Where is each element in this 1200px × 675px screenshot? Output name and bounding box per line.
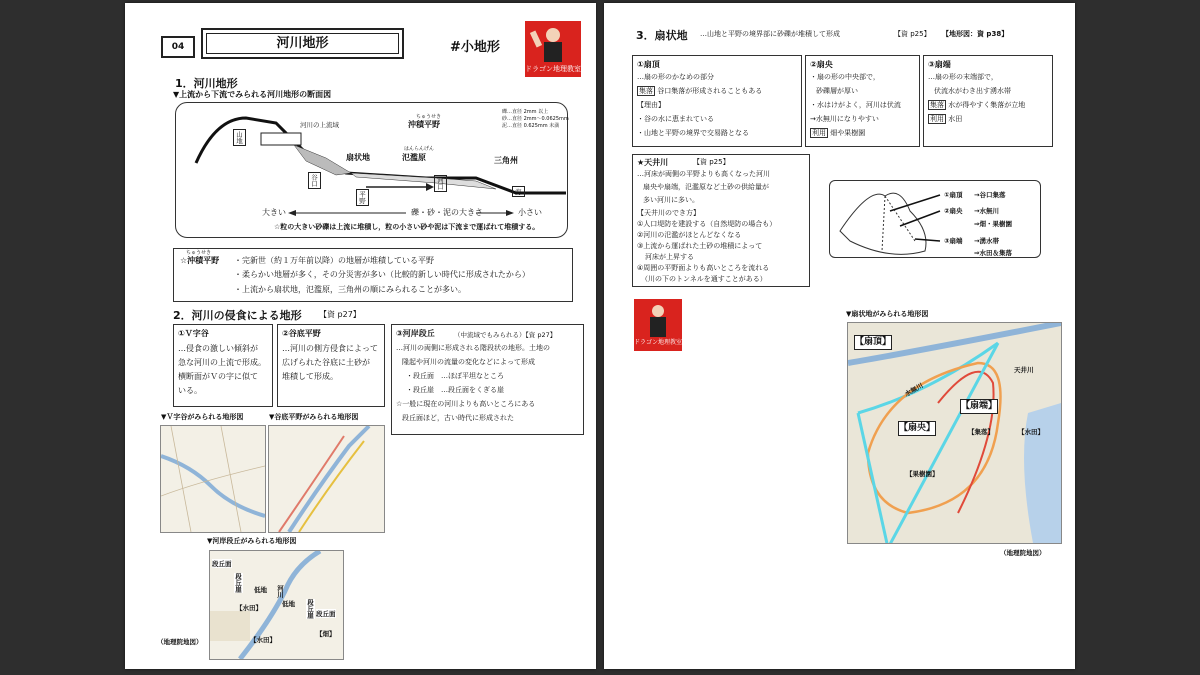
- edge-line2: 伏流水がわき出す湧水帯: [934, 87, 1011, 95]
- ceiling-line8: 河床が上昇する: [645, 253, 694, 261]
- valley-plain-line1: …河川の側方侵食によって: [282, 344, 378, 353]
- badge-text: ドラゴン地理教室: [525, 65, 581, 73]
- label-fan: 扇状地: [346, 153, 370, 162]
- alluvial-plain-box: [173, 248, 573, 302]
- center-line4: →水無川になりやすい: [810, 115, 879, 123]
- label-sizes: 礫・砂・泥の大きさ: [411, 208, 483, 217]
- label-floodplain: 氾濫原: [402, 153, 426, 162]
- terrace-box: [391, 324, 584, 435]
- terrace-line1: …河川の両側に形成される階段状の地形。土地の: [396, 344, 550, 352]
- section2-title: 2．河川の侵食による地形: [173, 309, 302, 322]
- fan-map-caption: ▼扇状地がみられる地形図: [846, 310, 929, 318]
- v-valley-box: [173, 324, 273, 407]
- terrace-line2: 隆起や河川の流量の変化などによって形成: [402, 358, 535, 366]
- v-valley-line2: 急な河川の上流で形成。: [178, 358, 266, 367]
- terrace-label-field: 【畑】: [316, 630, 336, 638]
- badge-text-right: ドラゴン地理教室: [634, 339, 683, 346]
- dragon-badge: [525, 21, 581, 77]
- label-delta: 三角州: [494, 156, 518, 165]
- map1-caption: ▼Ｖ字谷がみられる地形図: [161, 413, 244, 421]
- fan-map: [847, 322, 1062, 544]
- terrace-label-river: 河川: [276, 585, 284, 598]
- page-title: 河川地形: [206, 33, 399, 54]
- grain-legend: [502, 109, 569, 130]
- apex-line3: 【理由】: [637, 101, 665, 109]
- ceiling-line7: ③上流から運ばれた土砂の堆積によって: [637, 242, 763, 250]
- river-profile-diagram: [175, 102, 568, 238]
- fan-center-box: [805, 55, 920, 147]
- alluvial-line1: ・完新世（約１万年前以降）の地層が堆積している平野: [234, 256, 434, 265]
- edge-line3: 水が得やすく集落が立地: [948, 101, 1026, 109]
- right-page: [604, 3, 1075, 669]
- ruby-alluvial: ちゅうせき: [186, 250, 212, 256]
- title-frame: [201, 28, 404, 59]
- terrace-line6: 段丘面ほど，古い時代に形成された: [402, 414, 514, 422]
- v-valley-title: ①Ｖ字谷: [178, 329, 209, 338]
- section2-ref: 【資 p27】: [319, 310, 361, 319]
- section3-title: 3．扇状地: [636, 29, 688, 42]
- left-page: [125, 3, 596, 669]
- ceiling-line2: 扇央や扇端，氾濫原など土砂の供給量が: [643, 183, 769, 191]
- fan-edge-box: [923, 55, 1053, 147]
- fan-label-edge-note: →湧水帯: [974, 237, 999, 245]
- label-valley-mouth: 谷口: [308, 172, 321, 189]
- valley-plain-line2: 広げられた谷底に土砂が: [282, 358, 370, 367]
- ceiling-river-box: [632, 154, 810, 287]
- fan-diagram: [829, 180, 1041, 258]
- map2-caption: ▼谷底平野がみられる地形図: [269, 413, 359, 421]
- map-label-paddy: 【水田】: [1018, 428, 1044, 436]
- center-line2: 砂礫層が厚い: [816, 87, 858, 95]
- apex-line1: …扇の形のかなめの部分: [637, 73, 714, 81]
- fan-label-apex: ①扇頂: [944, 191, 963, 199]
- valley-plain-line3: 堆積して形成。: [282, 372, 338, 381]
- map-label-center: 【扇央】: [898, 421, 936, 436]
- v-valley-line3: 横断面がＶの字に似て: [178, 372, 258, 381]
- v-valley-map: [160, 425, 266, 533]
- ceiling-line4: 【天井川のでき方】: [637, 209, 700, 217]
- section1-caption: ▼上流から下流でみられる河川地形の断面図: [173, 90, 332, 99]
- map-label-apex: 【扇頂】: [854, 335, 892, 350]
- ceiling-line6: ②河川の氾濫がほとんどなくなる: [637, 231, 742, 239]
- valley-plain-title: ②谷底平野: [282, 329, 321, 338]
- center-tag-use: 利用: [812, 129, 826, 137]
- map-label-dry-river: 水無川: [903, 381, 925, 399]
- v-valley-line4: いる。: [178, 386, 202, 395]
- fan-label-edge: ③扇端: [944, 237, 963, 245]
- ruby-hanrangen: はんらんげん: [404, 146, 435, 152]
- legend-gravel: 礫…直径 2mm 以上: [502, 109, 549, 115]
- label-small: 小さい: [518, 208, 542, 217]
- map-label-ceiling-river: 天井川: [1014, 366, 1034, 374]
- label-alluvial: 沖積平野: [408, 120, 440, 129]
- section3-desc: …山地と平野の境界部に砂礫が堆積して形成: [700, 30, 840, 38]
- fan-label-center-use: ⇒畑・果樹園: [974, 220, 1012, 228]
- ceiling-line5: ①人口堤防を建設する（自然堤防の場合も）: [637, 220, 777, 228]
- v-valley-line1: …侵食の激しい傾斜が: [178, 344, 258, 353]
- left-source: （地理院地図）: [157, 638, 203, 646]
- edge-line1: …扇の形の末端部で，: [928, 73, 998, 81]
- alluvial-line3: ・上流から扇状地，氾濫原，三角州の順にみられることが多い。: [234, 285, 466, 294]
- label-upstream: 河川の上流域: [300, 121, 339, 129]
- label-big: 大きい: [262, 208, 286, 217]
- fan-label-apex-note: →谷口集落: [974, 191, 1006, 199]
- ceiling-line10: （川の下のトンネルを通すことがある）: [641, 275, 767, 283]
- legend-mud: 泥…直径 0.625mm 未満: [502, 123, 560, 129]
- terrace-line3: ・段丘面 …ほぼ平坦なところ: [406, 372, 504, 380]
- valley-plain-map: [268, 425, 385, 533]
- apex-title: ①扇頂: [637, 60, 660, 69]
- dragon-badge-right: [634, 299, 682, 351]
- terrace-label-lowland2: 低地: [282, 600, 295, 608]
- alluvial-line2: ・柔らかい地層が多く，その分災害が多い（比較的新しい時代に形成されたから）: [234, 270, 530, 279]
- edge-title: ③扇端: [928, 60, 951, 69]
- terrace-label-lowland1: 低地: [254, 586, 267, 594]
- legend-sand: 砂…直径 2mm～0.0625mm: [502, 116, 569, 122]
- label-mountain: 山地: [233, 129, 246, 146]
- section3-ref: 【資 p25】: [894, 30, 931, 38]
- label-river-mouth: 河口: [434, 175, 447, 192]
- apex-line2: 谷口集落が形成されることもある: [657, 87, 763, 95]
- terrace-label-cliff1: 段丘崖: [234, 573, 242, 593]
- map-label-orchard: 【果樹園】: [906, 470, 939, 478]
- fan-label-edge-use: ⇒水田＆集落: [974, 249, 1012, 257]
- terrace-sub: （中流域でもみられる）【資 p27】: [454, 331, 557, 339]
- terrace-line4: ・段丘崖 …段丘面をくぎる崖: [406, 386, 504, 394]
- ceiling-ref: 【資 p25】: [693, 158, 730, 166]
- terrace-line5: ☆一般に現在の河川よりも高いところにある: [396, 400, 536, 408]
- terrace-label-cliff2: 段丘崖: [306, 599, 314, 619]
- fan-label-center-note: →水無川: [974, 207, 999, 215]
- hashtag: #小地形: [450, 40, 500, 55]
- center-line1: ・扇の形の中央部で，: [810, 73, 880, 81]
- profile-note: ☆粒の大きい砂礫は上流に堆積し，粒の小さい砂や泥は下流まで運ばれて堆積する。: [274, 223, 540, 231]
- terrace-label-surface1: 段丘面: [212, 560, 232, 568]
- fan-label-center: ②扇央: [944, 207, 963, 215]
- ceiling-line9: ④周囲の平野面よりも高いところを流れる: [637, 264, 770, 272]
- valley-plain-box: [277, 324, 385, 407]
- edge-tag-use: 利用: [930, 115, 944, 123]
- page-number: 04: [161, 36, 195, 58]
- label-plain: 平野: [356, 189, 369, 206]
- ruby-okiseki: ちゅうせき: [416, 114, 442, 120]
- section1-title: 1．河川地形: [175, 77, 238, 90]
- terrace-map: [209, 550, 344, 660]
- fan-apex-box: [632, 55, 802, 147]
- label-sea: 海: [512, 186, 525, 197]
- center-title: ②扇央: [810, 60, 833, 69]
- ceiling-line3: 多い河川に多い。: [643, 196, 699, 204]
- terrace-label-paddy1: 【水田】: [236, 604, 262, 612]
- right-source: （地理院地図）: [1000, 549, 1046, 557]
- map3-caption: ▼河岸段丘がみられる地形図: [207, 537, 297, 545]
- apex-line5: ・山地と平野の境界で交易路となる: [637, 129, 749, 137]
- map-label-edge: 【扇端】: [960, 399, 998, 414]
- ceiling-line1: …河床が両側の平野よりも高くなった河川: [637, 170, 770, 178]
- terrace-label-surface2: 段丘面: [316, 610, 336, 618]
- alluvial-name: ☆沖積平野: [180, 256, 220, 265]
- edge-line4: 水田: [948, 115, 963, 123]
- center-line3: ・水はけがよく，河川は伏流: [810, 101, 901, 109]
- section3-map-ref: 【地形図：資 p38】: [942, 30, 1009, 38]
- edge-tag-settlement: 集落: [930, 101, 944, 109]
- apex-line4: ・谷の水に恵まれている: [637, 115, 714, 123]
- ceiling-title: ★天井川: [637, 158, 669, 167]
- map-label-village: 【集落】: [968, 428, 994, 436]
- terrace-title: ③河岸段丘: [396, 329, 435, 338]
- apex-tag-settlement: 集落: [639, 87, 653, 95]
- terrace-label-paddy2: 【水田】: [250, 636, 276, 644]
- center-line5: 畑や果樹園: [830, 129, 866, 137]
